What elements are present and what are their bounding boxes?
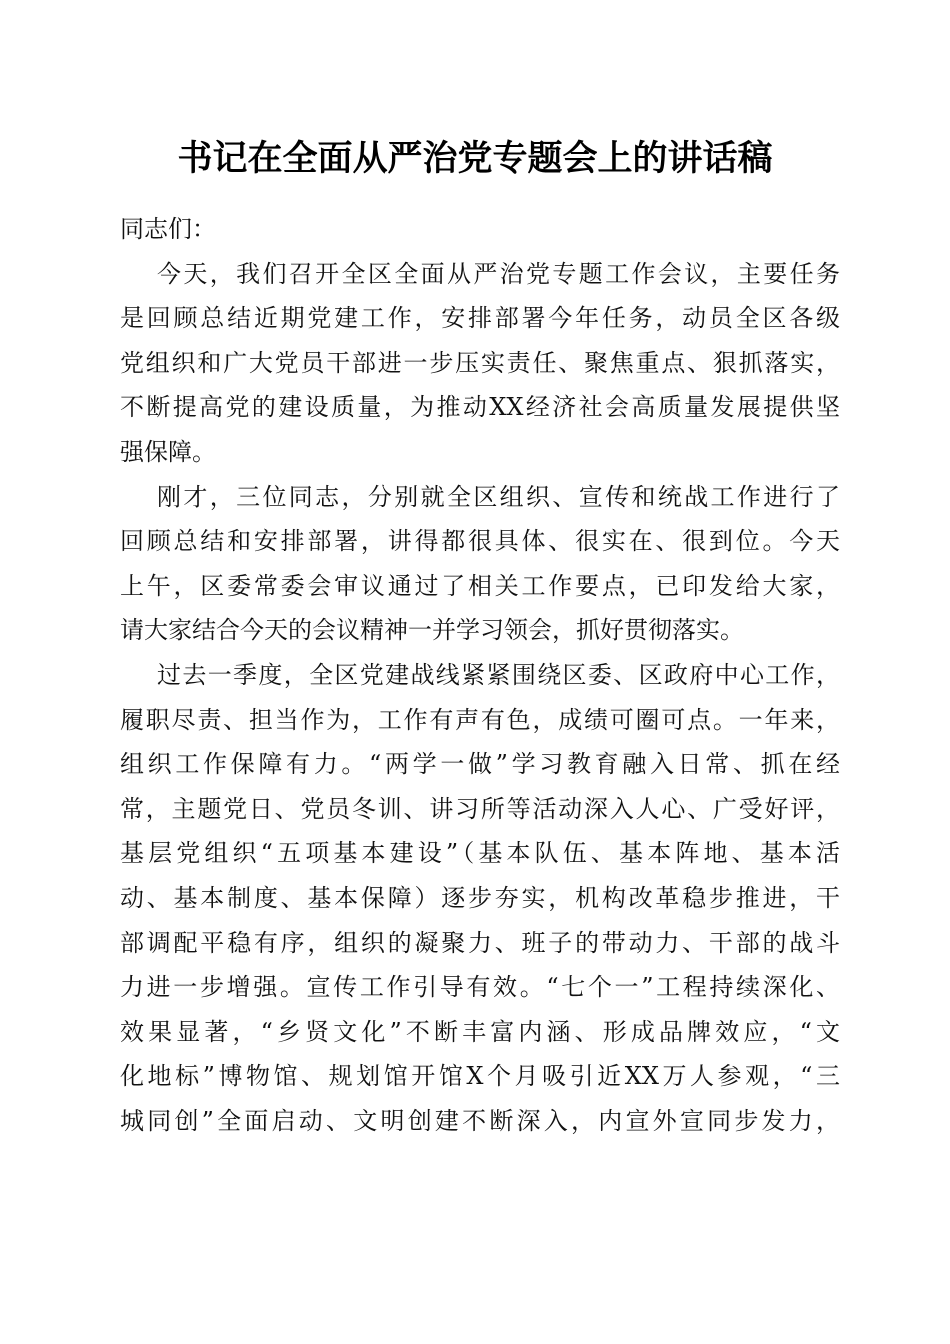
- paragraph-3-line-1: 过去一季度，全区党建战线紧紧围绕区委、区政府中心工作，: [157, 660, 840, 689]
- paragraph-1-line-2: 是回顾总结近期党建工作，安排部署今年任务，动员全区各级: [120, 304, 840, 333]
- paragraph-1-line-1: 今天，我们召开全区全面从严治党专题工作会议，主要任务: [157, 259, 840, 288]
- document-body: [120, 207, 840, 1143]
- salutation: 同志们：: [120, 215, 216, 243]
- paragraph-3-line-3: 组织工作保障有力。“两学一做”学习教育融入日常、抓在经: [120, 750, 840, 779]
- paragraph-3-line-2: 履职尽责、担当作为，工作有声有色，成绩可圈可点。一年来，: [120, 705, 840, 734]
- paragraph-3-line-11: 城同创”全面启动、文明创建不断深入，内宣外宣同步发力，: [120, 1106, 840, 1135]
- paragraph-3-line-8: 力进一步增强。宣传工作引导有效。“七个一”工程持续深化、: [120, 973, 840, 1002]
- document-title: 书记在全面从严治党专题会上的讲话稿: [177, 138, 773, 179]
- paragraph-3-line-9: 效果显著，“乡贤文化”不断丰富内涵、形成品牌效应，“文: [120, 1017, 840, 1046]
- paragraph-3-line-5: 基层党组织“五项基本建设”（基本队伍、基本阵地、基本活: [120, 839, 840, 868]
- paragraph-3-line-10: 化地标”博物馆、规划馆开馆X个月吸引近XX万人参观，“三: [120, 1062, 840, 1091]
- paragraph-1-line-4: 不断提高党的建设质量，为推动XX经济社会高质量发展提供坚: [120, 393, 840, 422]
- paragraph-2-line-2: 回顾总结和安排部署，讲得都很具体、很实在、很到位。今天: [120, 527, 840, 556]
- paragraph-2-line-3: 上午，区委常委会审议通过了相关工作要点，已印发给大家，: [120, 571, 840, 600]
- paragraph-1-line-3: 党组织和广大党员干部进一步压实责任、聚焦重点、狠抓落实，: [120, 348, 840, 377]
- paragraph-2-line-4: 请大家结合今天的会议精神一并学习领会，抓好贯彻落实。: [120, 616, 744, 645]
- paragraph-1-line-5: 强保障。: [120, 437, 216, 466]
- paragraph-3-line-7: 部调配平稳有序，组织的凝聚力、班子的带动力、干部的战斗: [120, 928, 840, 957]
- paragraph-3-line-6: 动、基本制度、基本保障）逐步夯实，机构改革稳步推进，干: [120, 883, 840, 912]
- paragraph-3-line-4: 常，主题党日、党员冬训、讲习所等活动深入人心、广受好评，: [120, 794, 840, 823]
- paragraph-2-line-1: 刚才，三位同志，分别就全区组织、宣传和统战工作进行了: [157, 482, 840, 511]
